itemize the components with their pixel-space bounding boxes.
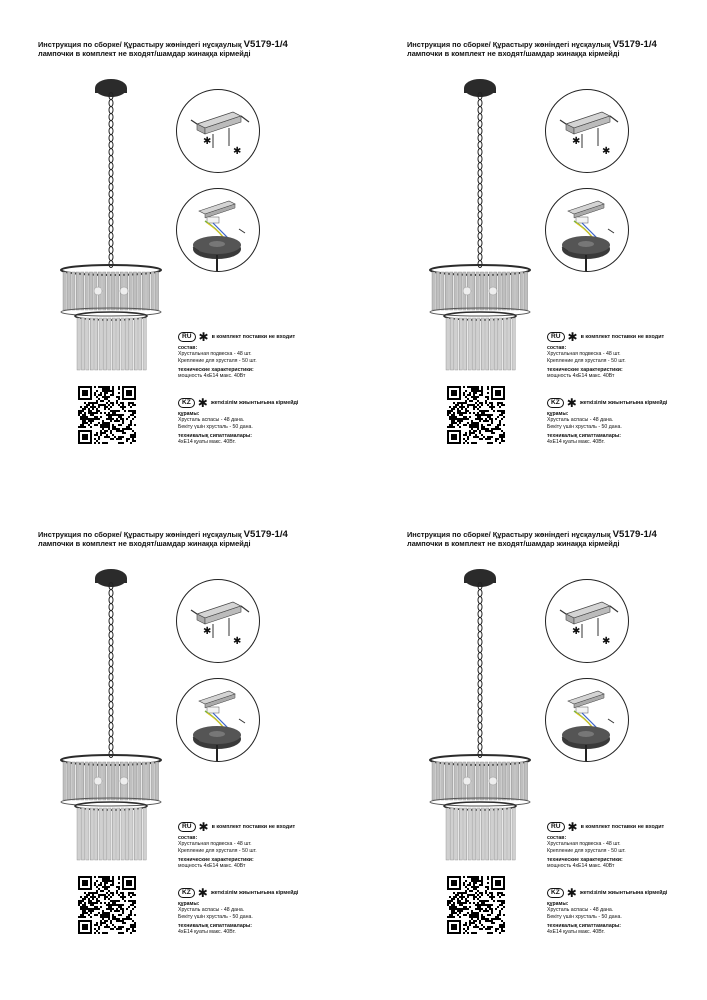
chandelier-illustration: [425, 566, 535, 866]
wiring-diagram: [176, 678, 260, 762]
composition-label: құрамы:: [178, 411, 200, 417]
mounting-bracket-diagram: [176, 89, 260, 173]
instruction-card: [38, 530, 338, 970]
instruction-title: [38, 40, 338, 58]
mounting-bracket-diagram: [545, 579, 629, 663]
not-included-note: жеткізілім жиынтығына кірмейді: [579, 889, 668, 896]
ru-badge: RU: [547, 332, 565, 342]
kz-badge: KZ: [178, 398, 195, 408]
composition-label: состав:: [547, 835, 567, 841]
qr-code-icon: [78, 876, 136, 934]
wiring-diagram: [176, 188, 260, 272]
specs-value: мощность 4хE14 макс. 40Вт: [547, 373, 615, 380]
bulbs-note: лампочки в комплект не входят/шамдар жинаққа кірмейді: [38, 49, 251, 58]
instruction-card: [38, 40, 338, 480]
not-included-note: в комплект поставки не входит: [580, 823, 665, 830]
svg-text:✱: ✱: [572, 626, 581, 637]
svg-text:✱: ✱: [602, 146, 611, 157]
ru-section: [547, 332, 664, 379]
star-icon: ✱: [197, 396, 208, 410]
model-number: V5179-1/4: [612, 39, 657, 50]
specs-label: техникалық сипаттамалары:: [547, 922, 622, 929]
specs-value: 4хE14 қуаты макс. 40Вт.: [178, 439, 236, 446]
composition-item: Хрусталь аспасы - 48 дана.: [178, 417, 245, 424]
svg-text:✱: ✱: [233, 146, 242, 157]
ru-section: [547, 822, 664, 869]
specs-value: 4хE14 қуаты макс. 40Вт.: [547, 439, 605, 446]
title-text: Инструкция по сборке/ Құрастыру жөніндегі нұсқаулық: [38, 40, 242, 49]
specs-label: технические характеристики:: [178, 856, 254, 863]
bulbs-note: лампочки в комплект не входят/шамдар жинаққа кірмейді: [407, 539, 620, 548]
composition-label: құрамы:: [178, 901, 200, 907]
model-number: V5179-1/4: [243, 529, 288, 540]
title-text: Инструкция по сборке/ Құрастыру жөніндегі нұсқаулық: [407, 530, 611, 539]
specs-value: мощность 4хE14 макс. 40Вт: [547, 863, 615, 870]
kz-badge: KZ: [178, 888, 195, 898]
not-included-note: жеткізілім жиынтығына кірмейді: [210, 399, 299, 406]
composition-item: Хрустальная подвеска - 48 шт.: [178, 351, 252, 358]
svg-text:✱: ✱: [203, 136, 212, 147]
chandelier-illustration: [56, 566, 166, 866]
composition-item: Хрустальная подвеска - 48 шт.: [178, 841, 252, 848]
wiring-diagram: [545, 678, 629, 762]
qr-code-icon: [447, 876, 505, 934]
star-icon: ✱: [566, 396, 577, 410]
instruction-card: [407, 530, 707, 970]
composition-item: Бекіту үшін хрусталь - 50 дана.: [547, 913, 622, 920]
title-text: Инструкция по сборке/ Құрастыру жөніндегі нұсқаулық: [407, 40, 611, 49]
composition-item: Бекіту үшін хрусталь - 50 дана.: [178, 423, 253, 430]
star-icon: ✱: [567, 330, 578, 344]
ru-badge: RU: [178, 332, 196, 342]
specs-value: мощность 4хE14 макс. 40Вт: [178, 863, 246, 870]
composition-item: Хрусталь аспасы - 48 дана.: [178, 907, 245, 914]
ru-section: [178, 332, 295, 379]
svg-text:✱: ✱: [233, 636, 242, 647]
specs-label: технические характеристики:: [547, 856, 623, 863]
composition-item: Бекіту үшін хрусталь - 50 дана.: [547, 423, 622, 430]
ru-badge: RU: [178, 822, 196, 832]
star-icon: ✱: [198, 820, 209, 834]
ru-section: [178, 822, 295, 869]
svg-text:✱: ✱: [602, 636, 611, 647]
svg-text:✱: ✱: [572, 136, 581, 147]
kz-badge: KZ: [547, 398, 564, 408]
star-icon: ✱: [567, 820, 578, 834]
specs-label: технические характеристики:: [178, 366, 254, 373]
composition-item: Крепление для хрусталя - 50 шт.: [178, 357, 257, 364]
composition-label: құрамы:: [547, 411, 569, 417]
star-icon: ✱: [198, 330, 209, 344]
composition-item: Бекіту үшін хрусталь - 50 дана.: [178, 913, 253, 920]
not-included-note: в комплект поставки не входит: [211, 823, 296, 830]
svg-text:✱: ✱: [203, 626, 212, 637]
instruction-card: [407, 40, 707, 480]
chandelier-illustration: [56, 76, 166, 376]
model-number: V5179-1/4: [612, 529, 657, 540]
specs-label: техникалық сипаттамалары:: [178, 432, 253, 439]
composition-item: Крепление для хрусталя - 50 шт.: [547, 847, 626, 854]
composition-item: Хрустальная подвеска - 48 шт.: [547, 841, 621, 848]
composition-item: Крепление для хрусталя - 50 шт.: [178, 847, 257, 854]
not-included-note: в комплект поставки не входит: [580, 333, 665, 340]
bulbs-note: лампочки в комплект не входят/шамдар жинаққа кірмейді: [407, 49, 620, 58]
title-text: Инструкция по сборке/ Құрастыру жөніндегі нұсқаулық: [38, 530, 242, 539]
chandelier-illustration: [425, 76, 535, 376]
instruction-title: [407, 530, 707, 548]
instruction-title: [407, 40, 707, 58]
specs-value: 4хE14 қуаты макс. 40Вт.: [547, 929, 605, 936]
composition-item: Хрусталь аспасы - 48 дана.: [547, 907, 614, 914]
specs-label: техникалық сипаттамалары:: [178, 922, 253, 929]
kz-section: [547, 888, 667, 935]
composition-label: состав:: [178, 345, 198, 351]
wiring-diagram: [545, 188, 629, 272]
kz-section: [547, 398, 667, 445]
kz-badge: KZ: [547, 888, 564, 898]
composition-label: состав:: [178, 835, 198, 841]
composition-label: состав:: [547, 345, 567, 351]
model-number: V5179-1/4: [243, 39, 288, 50]
kz-section: [178, 888, 298, 935]
mounting-bracket-diagram: [176, 579, 260, 663]
kz-section: [178, 398, 298, 445]
composition-item: Хрустальная подвеска - 48 шт.: [547, 351, 621, 358]
specs-value: мощность 4хE14 макс. 40Вт: [178, 373, 246, 380]
not-included-note: жеткізілім жиынтығына кірмейді: [579, 399, 668, 406]
specs-value: 4хE14 қуаты макс. 40Вт.: [178, 929, 236, 936]
composition-item: Хрусталь аспасы - 48 дана.: [547, 417, 614, 424]
qr-code-icon: [447, 386, 505, 444]
mounting-bracket-diagram: [545, 89, 629, 173]
ru-badge: RU: [547, 822, 565, 832]
specs-label: технические характеристики:: [547, 366, 623, 373]
specs-label: техникалық сипаттамалары:: [547, 432, 622, 439]
bulbs-note: лампочки в комплект не входят/шамдар жинаққа кірмейді: [38, 539, 251, 548]
star-icon: ✱: [197, 886, 208, 900]
not-included-note: жеткізілім жиынтығына кірмейді: [210, 889, 299, 896]
not-included-note: в комплект поставки не входит: [211, 333, 296, 340]
instruction-title: [38, 530, 338, 548]
composition-label: құрамы:: [547, 901, 569, 907]
composition-item: Крепление для хрусталя - 50 шт.: [547, 357, 626, 364]
qr-code-icon: [78, 386, 136, 444]
star-icon: ✱: [566, 886, 577, 900]
